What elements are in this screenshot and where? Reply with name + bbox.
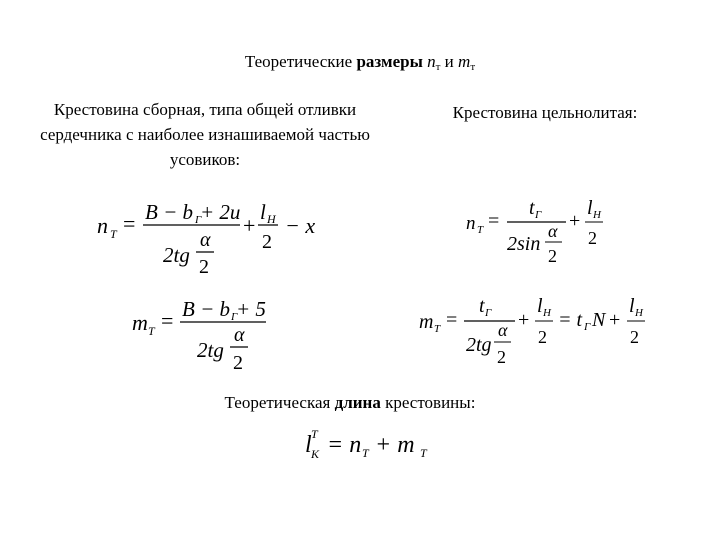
svg-text:t: t bbox=[529, 197, 535, 219]
svg-text:n: n bbox=[466, 213, 476, 234]
svg-text:2: 2 bbox=[199, 256, 209, 278]
svg-text:T: T bbox=[477, 224, 484, 236]
svg-text:α: α bbox=[548, 221, 558, 241]
svg-text:= t: = t bbox=[558, 309, 583, 331]
svg-text:=: = bbox=[446, 309, 458, 331]
svg-text:H: H bbox=[543, 307, 551, 319]
page-title: Теоретические размеры $n_т$ и $m_т$ bbox=[244, 52, 476, 73]
length-title: Теоретическая длина крестовины: bbox=[224, 393, 476, 412]
svg-text:l: l bbox=[587, 197, 593, 219]
svg-text:2: 2 bbox=[233, 352, 243, 374]
svg-text:2: 2 bbox=[262, 231, 272, 253]
svg-text:− x: − x bbox=[285, 213, 316, 238]
svg-text:l: l bbox=[537, 295, 543, 317]
formula-m-assembled bbox=[132, 297, 266, 374]
svg-text:m: m bbox=[132, 310, 148, 335]
svg-text:= n: = n bbox=[327, 432, 362, 458]
svg-text:Γ: Γ bbox=[584, 321, 591, 333]
svg-text:=: = bbox=[488, 210, 500, 232]
svg-text:T: T bbox=[148, 324, 155, 338]
svg-text:2: 2 bbox=[630, 327, 639, 347]
formula-n-cast bbox=[466, 197, 603, 266]
svg-text:2: 2 bbox=[497, 347, 506, 367]
svg-text:+: + bbox=[569, 210, 581, 232]
svg-text:+: + bbox=[243, 213, 256, 238]
svg-text:Γ: Γ bbox=[195, 214, 202, 226]
svg-text:2sin: 2sin bbox=[507, 233, 541, 255]
svg-text:B − b: B − b bbox=[182, 297, 230, 321]
svg-text:2tg: 2tg bbox=[197, 338, 224, 362]
svg-text:+ 5: + 5 bbox=[236, 297, 266, 321]
svg-text:T: T bbox=[362, 446, 369, 460]
svg-text:2: 2 bbox=[548, 246, 557, 266]
formula-m-cast bbox=[419, 295, 645, 367]
svg-text:K: K bbox=[311, 447, 320, 461]
svg-text:Γ: Γ bbox=[231, 311, 238, 323]
svg-text:Γ: Γ bbox=[485, 307, 492, 319]
svg-text:2tg: 2tg bbox=[163, 243, 190, 267]
svg-text:Γ: Γ bbox=[535, 209, 542, 221]
svg-text:B − b: B − b bbox=[145, 200, 193, 224]
svg-text:2tg: 2tg bbox=[466, 334, 492, 356]
svg-text:α: α bbox=[498, 320, 508, 340]
svg-text:m: m bbox=[419, 311, 434, 333]
svg-text:T: T bbox=[420, 446, 427, 460]
svg-text:+ m: + m bbox=[375, 432, 415, 458]
svg-text:t: t bbox=[479, 295, 485, 317]
svg-text:n: n bbox=[97, 213, 108, 238]
svg-text:T: T bbox=[110, 227, 117, 241]
cast-frog-description: Крестовина цельнолитая: bbox=[452, 103, 638, 122]
svg-text:T: T bbox=[311, 427, 318, 441]
svg-text:l: l bbox=[629, 295, 635, 317]
formula-n-assembled bbox=[97, 200, 315, 278]
svg-text:+: + bbox=[609, 309, 621, 331]
svg-text:T: T bbox=[434, 323, 441, 335]
svg-text:α: α bbox=[200, 229, 211, 251]
svg-text:H: H bbox=[267, 212, 276, 226]
svg-text:2: 2 bbox=[588, 228, 597, 248]
svg-text:2: 2 bbox=[538, 327, 547, 347]
formula-length bbox=[305, 427, 428, 461]
svg-text:=: = bbox=[123, 211, 136, 236]
svg-text:l: l bbox=[305, 432, 312, 458]
svg-text:α: α bbox=[234, 324, 245, 346]
svg-text:N: N bbox=[592, 309, 606, 331]
svg-text:+: + bbox=[518, 309, 530, 331]
svg-text:H: H bbox=[635, 307, 643, 319]
svg-text:=: = bbox=[161, 308, 174, 333]
svg-text:H: H bbox=[593, 209, 601, 221]
assembled-frog-description: Крестовина сборная, типа общей отливки сердечника с наиболее изнашиваемой частью усовиков: bbox=[40, 100, 370, 169]
svg-text:+ 2u: + 2u bbox=[200, 200, 241, 224]
svg-text:l: l bbox=[260, 200, 266, 224]
